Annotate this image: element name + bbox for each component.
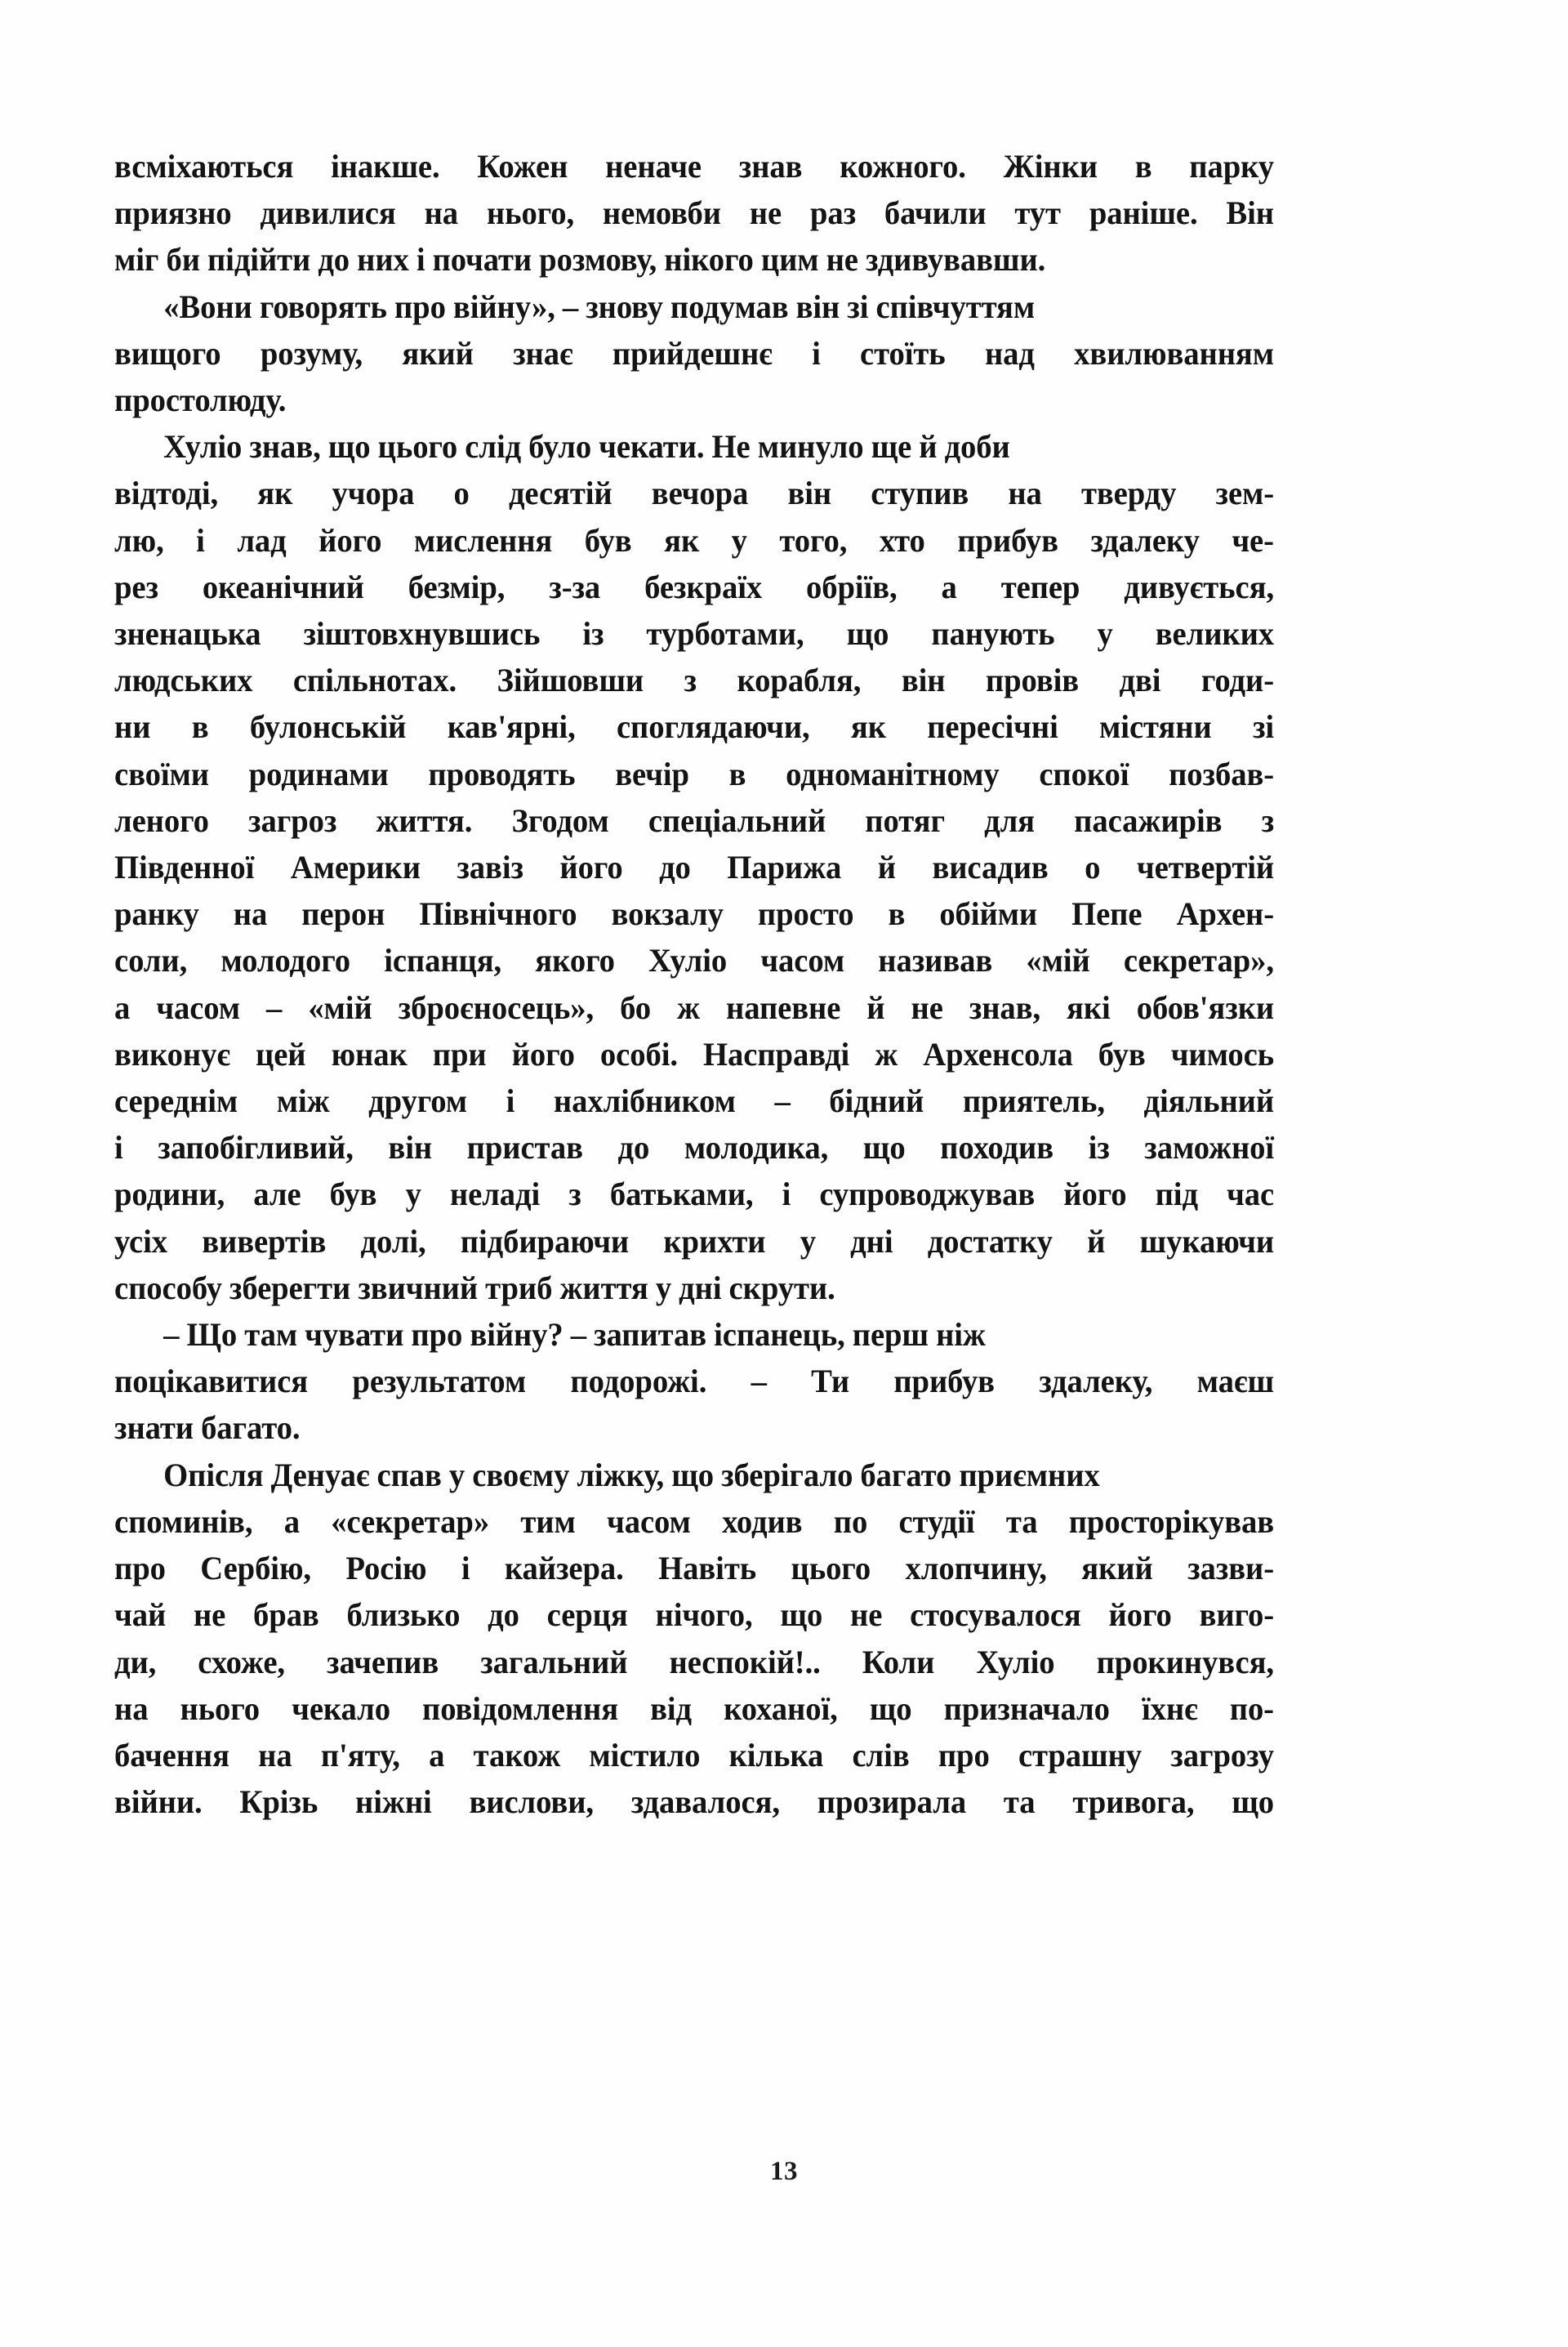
text-line: бачення на п'яту, а також містило кілька слів про страшну загрозу [114, 1736, 1274, 1774]
text-line: способу зберегти звичний триб життя у дні скрути. [114, 1269, 835, 1306]
paragraph-5 [114, 1452, 1274, 1826]
paragraph-1 [114, 143, 1274, 283]
text-line: приязно дивилися на нього, немовби не раз бачили тут раніше. Він [114, 194, 1274, 232]
text-line: ни в булонській кав'ярні, споглядаючи, як пересічні містяни зі [114, 708, 1275, 746]
text-line: Опісля Денуає спав у своєму ліжку, що зберігало багато приємних [163, 1456, 1100, 1493]
text-line: своїми родинами проводять вечір в одноманітному спокої позбав- [114, 755, 1275, 792]
text-line: ранку на перон Північного вокзалу просто в обійми Пепе Архен- [114, 895, 1275, 933]
text-line: всміхаються інакше. Кожен неначе знав кожного. Жінки в парку [114, 148, 1275, 185]
text-line: поцікавитися результатом подорожі. – Ти прибув здалеку, маєш [114, 1363, 1275, 1400]
text-line: середнім між другом і нахлібником – бідний приятель, діяльний [114, 1082, 1275, 1120]
text-line: війни. Крізь ніжні вислови, здавалося, прозирала та тривога, що [114, 1783, 1275, 1821]
text-line: зненацька зіштовхнувшись із турботами, що панують у великих [114, 615, 1275, 653]
text-line: ди, схоже, зачепив загальний неспокій!.. Коли Хуліо прокинувся, [114, 1643, 1274, 1680]
text-line: і запобігливий, він пристав до молодика, що походив із заможної [114, 1129, 1275, 1167]
text-line: вищого розуму, який знає прийдешнє і стоїть над хвилюванням [114, 334, 1274, 372]
text-line: усіх вивертів долі, підбираючи крихти у дні достатку й шукаючи [114, 1222, 1275, 1260]
page-text-body [114, 143, 1329, 1825]
text-line: чай не брав близько до серця нічого, що не стосувалося його виго- [114, 1596, 1275, 1634]
text-line: леного загроз життя. Згодом спеціальний потяг для пасажирів з [114, 801, 1275, 839]
text-line: міг би підійти до них і почати розмову, нікого цим не здивувавши. [114, 241, 1046, 279]
text-line: родини, але був у неладі з батьками, і супроводжував його під час [114, 1176, 1275, 1213]
text-line: соли, молодого іспанця, якого Хуліо часом називав «мій секретар», [114, 942, 1275, 979]
text-line: «Вони говорять про війну», – знову подумав він зі співчуттям [163, 288, 1036, 325]
paragraph-4 [114, 1311, 1274, 1452]
text-line: відтоді, як учора о десятій вечора він ступив на тверду зем- [114, 475, 1275, 512]
text-line: простолюду. [114, 381, 287, 419]
text-line: Південної Америки завіз його до Парижа й висадив о четвертій [114, 849, 1275, 886]
paragraph-3 [114, 423, 1274, 1311]
text-line: знати багато. [114, 1409, 301, 1447]
text-line: – Що там чувати про війну? – запитав іспанець, перш ніж [163, 1316, 986, 1354]
text-line: лю, і лад його мислення був як у того, хто прибув здалеку че- [114, 521, 1274, 559]
text-line: рез океанічний безмір, з-за безкраїх обріїв, а тепер дивується, [114, 568, 1275, 605]
text-line: про Сербію, Росію і кайзера. Навіть цього хлопчину, який зазви- [114, 1550, 1274, 1587]
text-line: споминів, а «секретар» тим часом ходив по студії та просторікував [114, 1502, 1275, 1540]
page-number: 13 [770, 2157, 798, 2186]
text-line: людських спільнотах. Зійшовши з корабля, він провів дві годи- [114, 662, 1274, 699]
paragraph-2 [114, 283, 1274, 424]
text-line: на нього чекало повідомлення від коханої, що призначало їхнє по- [114, 1689, 1274, 1727]
text-line: Хуліо знав, що цього слід було чекати. Не минуло ще й доби [163, 428, 1010, 466]
text-line: а часом – «мій зброєносець», бо ж напевне й не знав, які обов'язки [114, 988, 1275, 1026]
text-line: виконує цей юнак при його особі. Насправді ж Архенсола був чимось [114, 1035, 1275, 1073]
